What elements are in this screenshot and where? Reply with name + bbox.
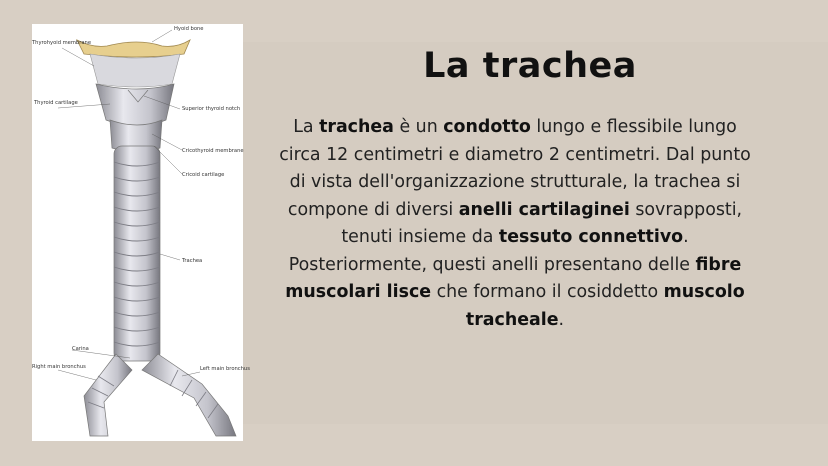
paragraph-bold-term: tessuto connettivo xyxy=(498,227,684,247)
thyrohyoid-membrane-shape xyxy=(90,54,180,87)
label-cricothyroid: Cricothyroid membrane xyxy=(182,148,244,154)
paragraph-bold-term: anelli cartilaginei xyxy=(458,199,630,220)
paragraph-text-run: La xyxy=(293,117,320,137)
label-left-bronchus: Left main bronchus xyxy=(200,366,250,372)
label-hyoid: Hyoid bone xyxy=(174,26,204,32)
label-trachea: Trachea xyxy=(182,258,203,264)
paragraph-text-run: sovrapposti, tenuti insieme da xyxy=(341,199,743,247)
paragraph-text-run: è un xyxy=(393,117,444,137)
slide-paragraph xyxy=(272,114,758,334)
slide-title: La trachea xyxy=(423,46,637,86)
paragraph-bold-term: muscolo tracheale xyxy=(465,282,745,330)
paragraph-bold-term: condotto xyxy=(443,117,531,137)
paragraph-text-run: che formano il cosiddetto xyxy=(431,282,664,302)
trachea-illustration xyxy=(32,24,250,441)
label-right-bronchus: Right main bronchus xyxy=(32,364,86,370)
paragraph-text-run: lungo e flessibile lungo circa 12 centimetri e diametro 2 centimetri. Dal punto di vista dell'organizzazione strutturale, la trachea si compone di diversi xyxy=(279,117,751,220)
paragraph-bold-term: trachea xyxy=(319,117,394,137)
label-thyroid: Thyroid cartilage xyxy=(34,100,78,106)
paragraph-text-run: . Posteriormente, questi anelli presentano delle xyxy=(288,227,696,275)
paragraph-bold-term: fibre muscolari lisce xyxy=(285,254,742,302)
label-notch: Superior thyroid notch xyxy=(182,106,241,112)
label-carina: Carina xyxy=(72,346,89,352)
label-cricoid: Cricoid cartilage xyxy=(182,172,225,178)
paragraph-text-run: . xyxy=(558,309,565,330)
trachea-diagram xyxy=(32,24,250,441)
label-thyrohyoid: Thyrohyoid membrane xyxy=(32,40,92,46)
right-bronchus-shape xyxy=(84,354,132,436)
